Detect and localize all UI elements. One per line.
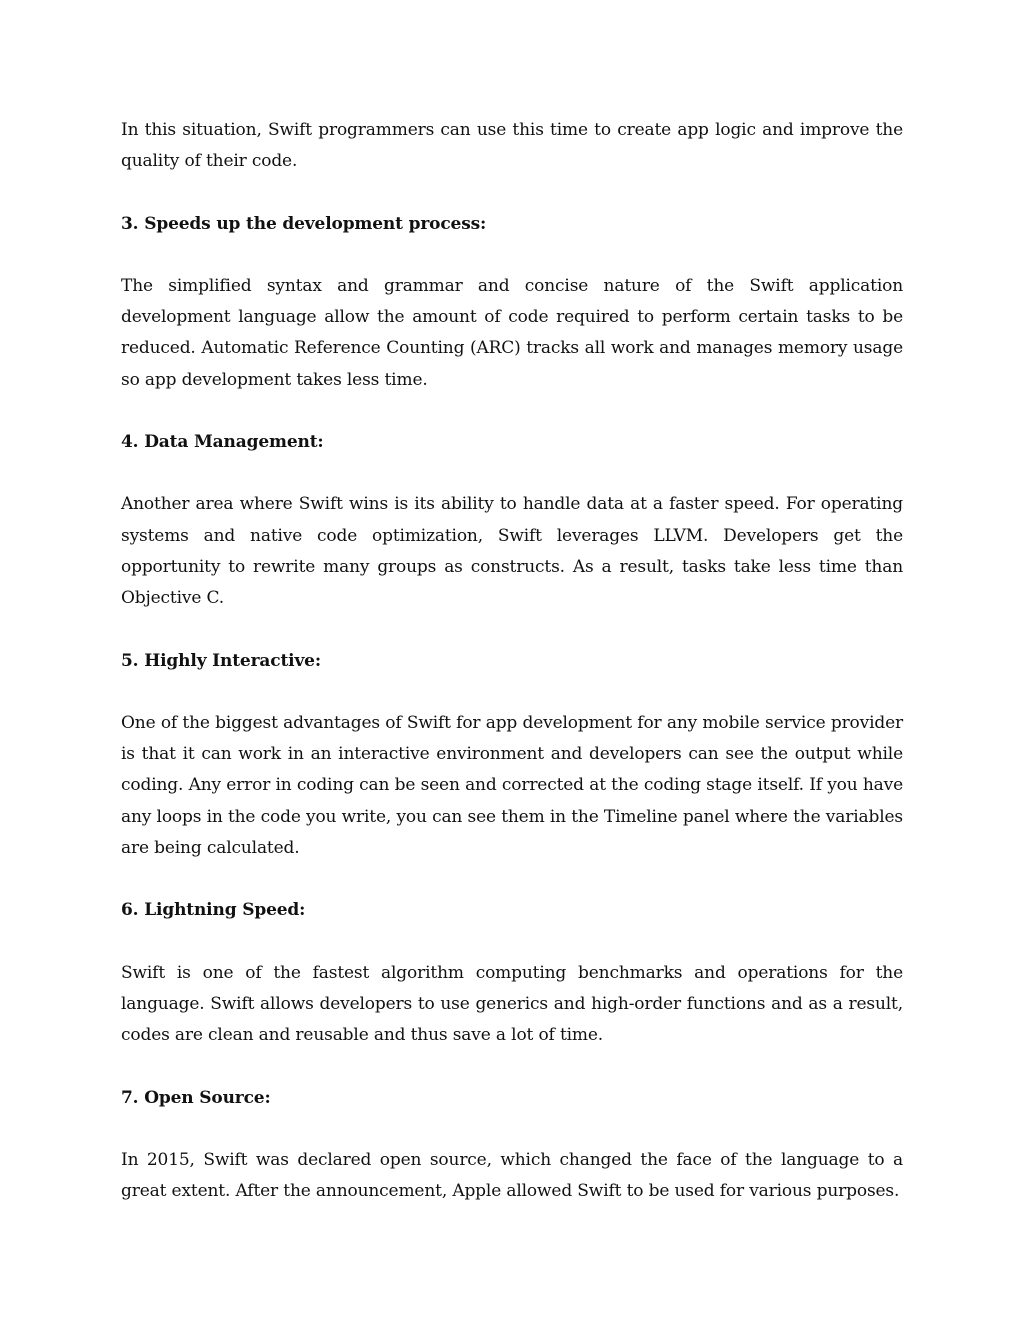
- section-heading-lightning-speed: 6. Lightning Speed:: [121, 900, 306, 921]
- section-heading-highly-interactive: 5. Highly Interactive:: [121, 650, 321, 671]
- section-body-lightning-speed: Swift is one of the fastest algorithm computing benchmarks and operations for the language. Swift allows developers to use generics and high-order functions and as a result, codes are clean and reusable and thus save a lot of time.: [121, 962, 903, 1046]
- section-body-data-management: Another area where Swift wins is its ability to handle data at a faster speed. For operating systems and native code optimization, Swift leverages LLVM. Developers get the opportunity to rewrite many groups as constructs. As a result, tasks take less time than Objective C.: [121, 494, 903, 609]
- document-page: [121, 115, 903, 1238]
- section-heading-open-source: 7. Open Source:: [121, 1087, 271, 1108]
- intro-paragraph: In this situation, Swift programmers can use this time to create app logic and improve the quality of their code.: [121, 120, 903, 172]
- section-body-open-source: In 2015, Swift was declared open source, which changed the face of the language to a great extent. After the announcement, Apple allowed Swift to be used for various purposes.: [121, 1149, 903, 1202]
- section-heading-data-management: 4. Data Management:: [121, 432, 324, 453]
- section-heading-development-speed: 3. Speeds up the development process:: [121, 213, 487, 234]
- section-body-highly-interactive: One of the biggest advantages of Swift for app development for any mobile service provider is that it can work in an interactive environment and developers can see the output while coding. Any error in coding can be seen and corrected at the coding stage itself. If you have any loops in the code you write, you can see them in the Timeline panel where the variables are being calculated.: [121, 712, 903, 859]
- section-body-development-speed: The simplified syntax and grammar and concise nature of the Swift application development language allow the amount of code required to perform certain tasks to be reduced. Automatic Reference Counting (ARC) tracks all work and manages memory usage so app development takes less time.: [121, 275, 903, 390]
